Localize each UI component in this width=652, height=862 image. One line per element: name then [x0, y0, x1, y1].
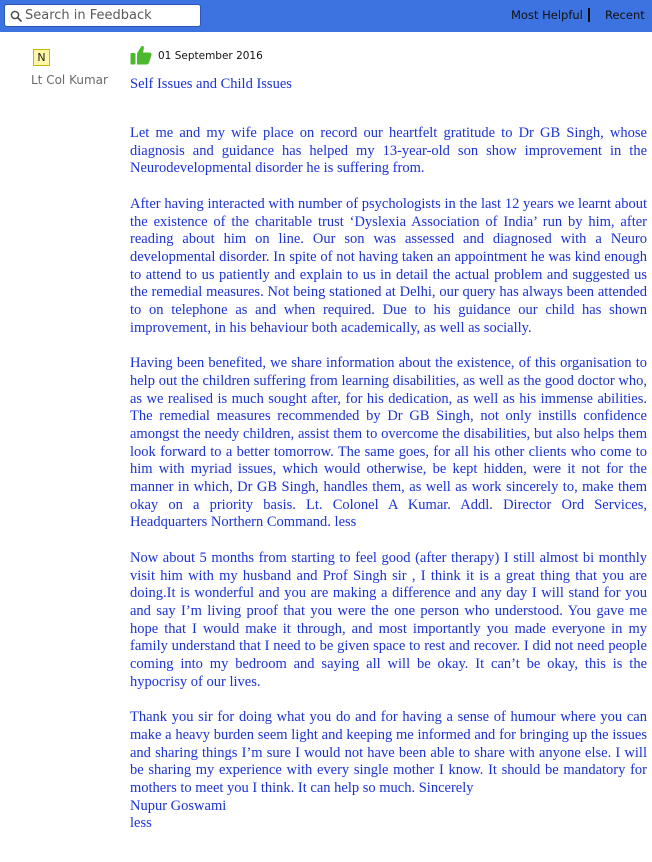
review-title: Self Issues and Child Issues [130, 76, 292, 92]
review-paragraph: Thank you sir for doing what you do and for having a sense of humour where you can make a heavy burden seem light and keeping me informed and for bringing up the issues and sharing things I’m sure I would not have been able to share with anyone else. I will be sharing my experience with every single mother I know. It should be mandatory for mothers to meet you I think. It can help so much. Sincerely [130, 709, 647, 796]
review-paragraph: Let me and my wife place on record our heartfelt gratitude to Dr GB Singh, whose diagnosis and guidance has helped my 13-year-old son show improvement in the Neurodevelopmental disorder he is suffering from. [130, 125, 647, 177]
search-input[interactable] [25, 5, 197, 26]
thumbs-up-icon[interactable] [130, 45, 152, 65]
sort-most-helpful[interactable]: Most Helpful [511, 8, 583, 22]
avatar: N [33, 49, 50, 66]
review-paragraph: After having interacted with number of psychologists in the last 12 years we learnt about the existence of the charitable trust ‘Dyslexia Association of India’ run by him, after reading about him on line. Our son was assessed and diagnosed with a Neuro developmental disorder. In spite of not having taken an appointment he was kind enough to attend to us patiently and explain to us in detail the actual problem and suggested us the remedial measures. Not being stationed at Delhi, our query has always been attended to on telephone as and when required. Due to his guidance our child has shown improvement, in his behaviour both academically, as well as socially. [130, 195, 647, 336]
review-signature: Nupur Goswami [130, 797, 227, 814]
search-icon [10, 10, 22, 22]
sort-divider [588, 8, 590, 22]
top-bar [0, 0, 652, 32]
sort-recent[interactable]: Recent [605, 8, 645, 22]
search-box[interactable] [4, 4, 201, 27]
author-name: Lt Col Kumar [31, 73, 108, 87]
less-link[interactable]: less [130, 815, 152, 832]
review-paragraph: Now about 5 months from starting to feel good (after therapy) I still almost bi monthly visit him with my husband and Prof Singh sir , I think it is a great thing that you are doing.It is wonderful and you are making a difference and any day I will stand for you and say I’m living proof that you were the one person who understood. You gave me hope that I would make it through, and most importantly you made everyone in my family understand that I need to be given space to rest and recover. I did not need people coming into my bedroom and saying all will be okay. It can’t be okay, this is the hypocrisy of our lives. [130, 549, 647, 690]
review-date: 01 September 2016 [158, 50, 263, 62]
review-paragraph: Having been benefited, we share information about the existence, of this organisation to help out the children suffering from learning disabilities, as well as the good doctor who, as we realised is much sought after, for his dedication, as well as his immense abilities. The remedial measures recommended by Dr GB Singh, not only instills confidence amongst the needy children, assist them to overcome the disabilities, but also helps them look forward to a better tomorrow. The same goes, for all his other clients who come to him with myriad issues, which would otherwise, be kept hidden, were it not for the manner in which, Dr GB Singh, handles them, as well as work sincerely to, make them okay on a priority basis. Lt. Colonel A Kumar. Addl. Director Ord Services, Headquarters Northern Command. less [130, 355, 647, 531]
review-body [130, 125, 647, 833]
